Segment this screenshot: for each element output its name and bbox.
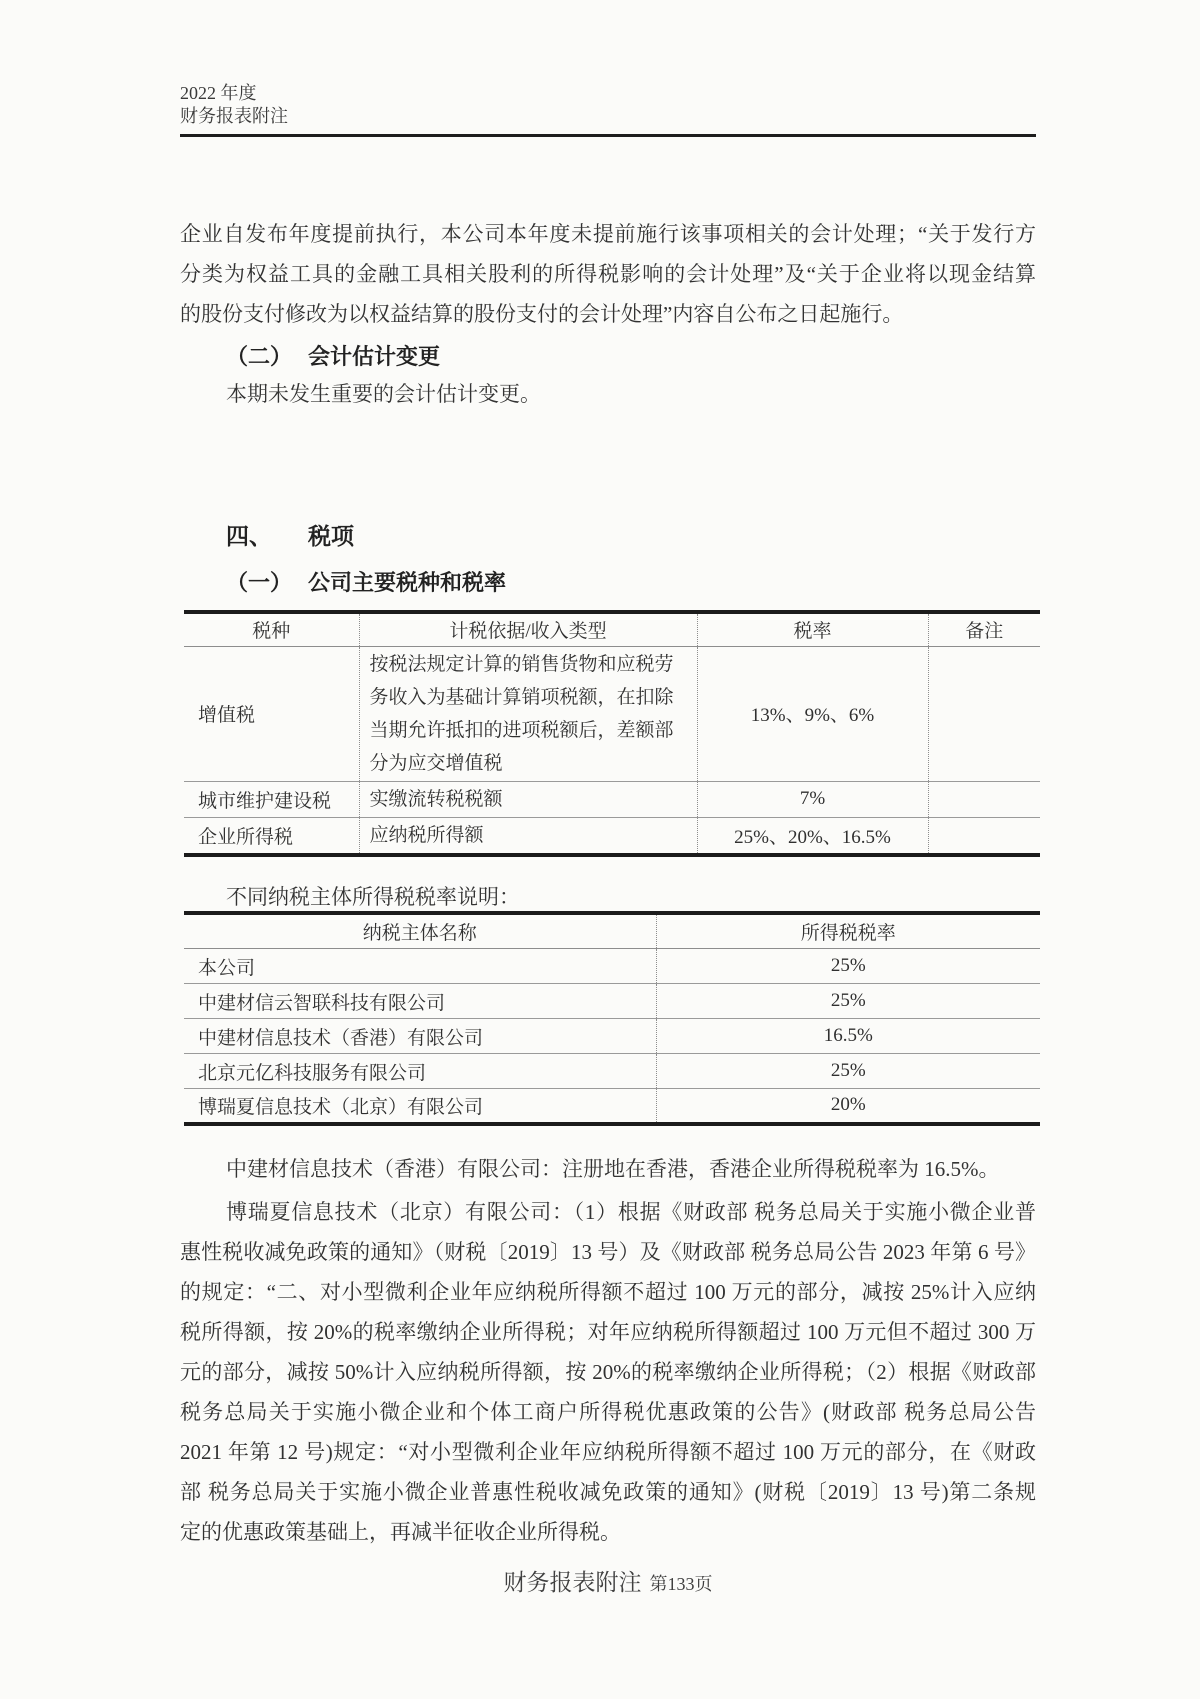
table-row bbox=[184, 1054, 1040, 1089]
col-header-income-tax-rate: 所得税税率 bbox=[656, 913, 1040, 949]
table-row bbox=[184, 1089, 1040, 1124]
col-header-entity-name: 纳税主体名称 bbox=[184, 913, 656, 949]
rate-note-line: 不同纳税主体所得税税率说明： bbox=[226, 884, 520, 909]
section-heading-estimate-change bbox=[180, 342, 1036, 372]
tax-rate-cell: 13%、9%、6% bbox=[697, 646, 928, 781]
paragraph-line: 元的部分，减按 50%计入应纳税所得额，按 20%的税率缴纳企业所得税；（2）根据《财政部 bbox=[180, 1359, 1036, 1384]
page-footer bbox=[180, 1568, 1036, 1601]
entity-name-cell: 中建材信云智联科技有限公司 bbox=[184, 984, 656, 1019]
entity-rate-cell: 25% bbox=[656, 1054, 1040, 1089]
col-header-tax-rate: 税率 bbox=[697, 612, 928, 646]
section-heading-tax bbox=[180, 521, 1036, 553]
table-row bbox=[184, 949, 1040, 984]
paragraph-line: 税务总局关于实施小微企业和个体工商户所得税优惠政策的公告》(财政部 税务总局公告 bbox=[180, 1399, 1036, 1424]
brx-entity-paragraph bbox=[180, 1192, 1036, 1552]
entity-rate-cell: 25% bbox=[656, 984, 1040, 1019]
paragraph-line: 惠性税收减免政策的通知》（财税〔2019〕13 号）及《财政部 税务总局公告 2023 年第 6 号》 bbox=[180, 1239, 1036, 1264]
report-title-line: 财务报表附注 bbox=[180, 106, 288, 126]
section-heading-main-taxes bbox=[180, 568, 1036, 598]
hk-entity-paragraph: 中建材信息技术（香港）有限公司：注册地在香港，香港企业所得税税率为 16.5%。 bbox=[226, 1156, 1000, 1181]
report-year-line: 2022 年度 bbox=[180, 83, 257, 103]
col-header-remark: 备注 bbox=[928, 612, 1040, 646]
entity-rate-cell: 20% bbox=[656, 1089, 1040, 1124]
paragraph-line: 的股份支付修改为以权益结算的股份支付的会计处理”内容自公布之日起施行。 bbox=[180, 302, 904, 326]
tax-rate-cell: 25%、20%、16.5% bbox=[697, 817, 928, 855]
table-row bbox=[184, 1019, 1040, 1054]
table-header-row bbox=[184, 913, 1040, 949]
tax-basis-cell: 按税法规定计算的销售货物和应税劳务收入为基础计算销项税额，在扣除当期允许抵扣的进项税额后，差额部分为应交增值税 bbox=[359, 646, 697, 781]
tax-note-cell bbox=[928, 781, 1040, 817]
estimate-change-body: 本期未发生重要的会计估计变更。 bbox=[226, 382, 541, 406]
col-header-tax-basis: 计税依据/收入类型 bbox=[359, 612, 697, 646]
header-rule bbox=[180, 134, 1036, 137]
tax-basis-cell: 应纳税所得额 bbox=[359, 817, 697, 855]
tax-basis-cell: 实缴流转税税额 bbox=[359, 781, 697, 817]
tax-rate-cell: 7% bbox=[697, 781, 928, 817]
entity-rate-cell: 25% bbox=[656, 949, 1040, 984]
entity-rate-cell: 16.5% bbox=[656, 1019, 1040, 1054]
table-header-row bbox=[184, 612, 1040, 646]
tax-name-cell: 企业所得税 bbox=[198, 826, 294, 848]
paragraph-line: 定的优惠政策基础上，再减半征收企业所得税。 bbox=[180, 1519, 621, 1544]
main-tax-table bbox=[184, 610, 1040, 857]
heading-title: 公司主要税种和税率 bbox=[308, 570, 507, 595]
page-header bbox=[180, 82, 1036, 128]
heading-title: 税项 bbox=[308, 524, 354, 549]
entity-name-cell: 中建材信息技术（香港）有限公司 bbox=[184, 1019, 656, 1054]
tax-name-cell: 增值税 bbox=[184, 646, 359, 781]
heading-number: 四、 bbox=[226, 524, 272, 549]
paragraph-line: 博瑞夏信息技术（北京）有限公司：（1）根据《财政部 税务总局关于实施小微企业普 bbox=[226, 1199, 1036, 1224]
table-row-corporate-income-tax bbox=[184, 817, 1040, 855]
table-row-vat bbox=[184, 646, 1040, 781]
entity-name-cell: 北京元亿科技服务有限公司 bbox=[184, 1054, 656, 1089]
heading-number: （二） bbox=[226, 344, 293, 369]
entity-tax-rate-table bbox=[184, 911, 1040, 1126]
paragraph-line: 部 税务总局关于实施小微企业普惠性税收减免政策的通知》(财税〔2019〕13 号)第二条规 bbox=[180, 1479, 1036, 1504]
paragraph-line: 2021 年第 12 号)规定：“对小型微利企业年应纳税所得额不超过 100 万元的部分，在《财政 bbox=[180, 1439, 1036, 1464]
heading-number: （一） bbox=[226, 570, 293, 595]
entity-name-cell: 本公司 bbox=[184, 949, 656, 984]
tax-note-cell bbox=[928, 817, 1040, 855]
heading-title: 会计估计变更 bbox=[308, 344, 441, 369]
paragraph-line: 税所得额，按 20%的税率缴纳企业所得税；对年应纳税所得额超过 100 万元但不超过 300 万 bbox=[180, 1319, 1036, 1344]
paragraph-line: 分类为权益工具的金融工具相关股利的所得税影响的会计处理”及“关于企业将以现金结算 bbox=[180, 262, 1036, 286]
tax-note-cell bbox=[928, 646, 1040, 781]
paragraph-line: 的规定：“二、对小型微利企业年应纳税所得额不超过 100 万元的部分，减按 25%计入应纳 bbox=[180, 1279, 1036, 1304]
tax-name-cell: 城市维护建设税 bbox=[184, 781, 359, 817]
entity-name-cell: 博瑞夏信息技术（北京）有限公司 bbox=[198, 1096, 484, 1118]
continuation-paragraph bbox=[180, 214, 1036, 334]
col-header-tax-type: 税种 bbox=[184, 612, 359, 646]
footer-title: 财务报表附注 bbox=[503, 1569, 642, 1595]
table-row-city-tax bbox=[184, 781, 1040, 817]
footer-page-number: 第133页 bbox=[649, 1573, 713, 1594]
paragraph-line: 企业自发布年度提前执行，本公司本年度未提前施行该事项相关的会计处理；“关于发行方 bbox=[180, 222, 1036, 246]
table-row bbox=[184, 984, 1040, 1019]
